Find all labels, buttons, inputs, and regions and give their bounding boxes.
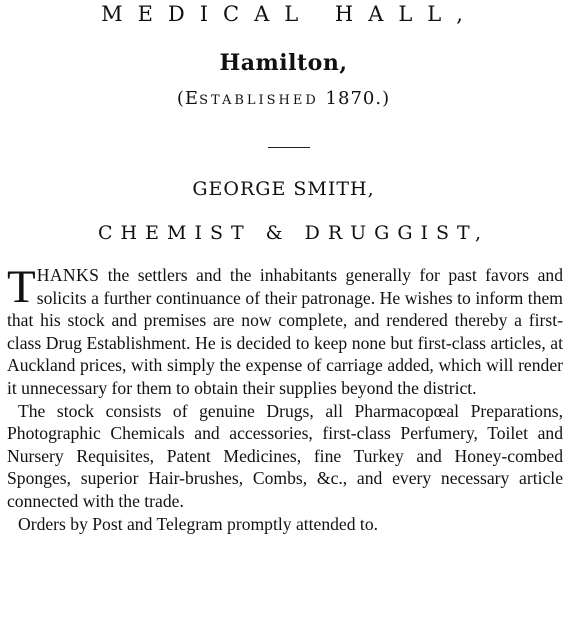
established-open: (E: [176, 88, 200, 109]
established-word: STABLISHED: [199, 93, 319, 108]
advertisement-body: [7, 261, 563, 535]
paragraph-stock: The stock consists of genuine Drugs, all Pharmacopœal Preparations, Photographic Chemicals and accessories, first-class Perfumery, Toilet and Nursery Requisites, Patent Medicines, fine Turkey and Honey-combed Sponges, superior Hair-brushes, Combs, &c., and every necessary article connected with the trade.: [7, 400, 563, 511]
established-year: 1870.): [318, 88, 391, 109]
paragraph-orders: Orders by Post and Telegram promptly attended to.: [18, 513, 379, 534]
divider-rule: [268, 147, 310, 148]
paragraph-thanks: [7, 261, 563, 400]
town-name: Hamilton,: [219, 50, 348, 76]
paragraph-thanks-text: the settlers and the inhabitants generally for past favors and solicits a further continuance of their patronage. He wishes to inform them that his stock and premises are now complete, and rendered thereby a first-class Drug Establishment. He is decided to keep none but first-class articles, at Auckland prices, with simply the expense of carriage added, which will render it unnecessary for them to obtain their supplies beyond the district.: [7, 265, 563, 398]
drop-cap: T: [7, 261, 36, 313]
established-line: [0, 88, 567, 109]
proprietor-name: GEORGE SMITH,: [192, 178, 375, 200]
proprietor-trade: CHEMIST & DRUGGIST,: [98, 222, 489, 244]
lead-word: HANKS: [36, 265, 100, 285]
business-name: MEDICAL HALL,: [101, 2, 478, 26]
